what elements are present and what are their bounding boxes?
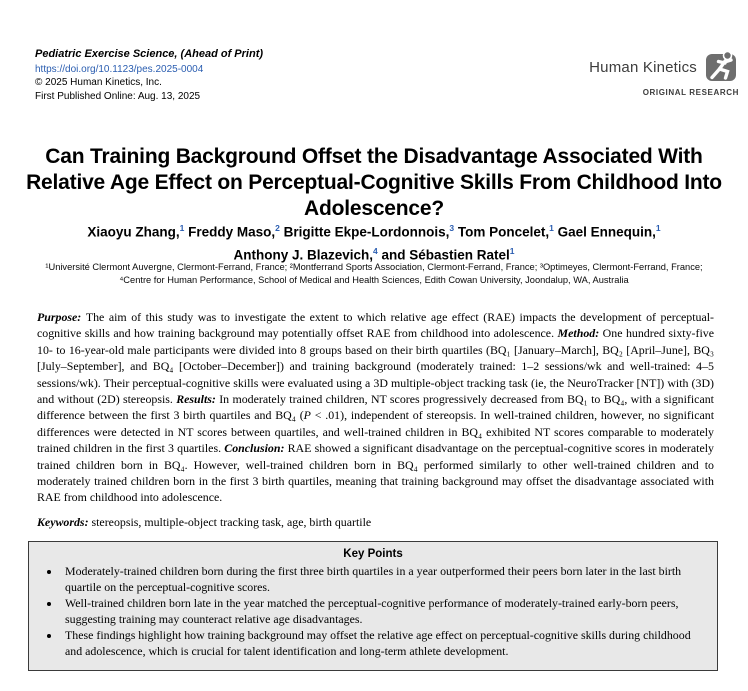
key-points-title: Key Points [343, 548, 403, 560]
paper-title: Can Training Background Offset the Disadvantage Associated With Relative Age Effect on Perceptual-Cognitive Skills From Childhood Into Adolescence? [26, 145, 722, 221]
copyright-line: © 2025 Human Kinetics, Inc. [35, 77, 162, 88]
author-list [25, 219, 723, 264]
affiliations [8, 261, 740, 286]
publisher-row [589, 48, 740, 86]
key-points-list [41, 564, 705, 660]
masthead [35, 48, 740, 103]
abstract-paragraph: Purpose: The aim of this study was to investigate the extent to which relative age effect (RAE) impacts the development of perceptual-cognitive skills and how training background may potentially offset RAE from childhood into adolescence. Method: One hundred sixty-five 10- to 16-year-old male participants were divided into 8 groups based on their birth quartiles (BQ₁ [January–March], BQ₂ [April–June], BQ₃ [July–September], and BQ₄ [October–December]) and training background (moderately trained: 1–2 sessions/wk and well-trained: 4–5 sessions/wk). Their perceptual-cognitive skills were evaluated using a 3D multiple-object tracking task (ie, the NeuroTracker [NT]) with (3D) and without (2D) stereopsis. Results: In moderately trained children, NT scores progressively decreased from BQ₁ to BQ₄, with a significant difference between the first 3 birth quartiles and BQ₄ (P < .01), independent of stereopsis. In well-trained children, however, no significant differences were detected in NT scores between quartiles, and well-trained children in BQ₄ exhibited NT scores comparable to moderately trained children in the first 3 quartiles. Conclusion: RAE showed a significant disadvantage on the perceptual-cognitive scores in moderately trained children born in BQ₄. However, well-trained children born in BQ₄ performed similarly to other well-trained children and to moderately trained children born in the first 3 birth quartiles, meaning that training background may offset the disadvantage associated with RAE from childhood into adolescence. [37, 309, 715, 505]
doi-link[interactable]: https://doi.org/10.1123/pes.2025-0004 [35, 63, 204, 75]
key-point-item: • Well-trained children born late in the year matched the perceptual-cognitive performance of moderately-trained early-born peers, suggesting training may counteract relative age disadvantages. [61, 596, 705, 627]
affiliation-line-1: ¹Université Clermont Auvergne, Clermont-Ferrand, France; ²Montferrand Sports Association, Clermont-Ferrand, France; ³Optimeyes, Clermont-Ferrand, France; [45, 262, 703, 272]
publisher-brand [589, 48, 740, 97]
article-type-badge: ORIGINAL RESEARCH [642, 88, 739, 97]
key-points-box [28, 541, 718, 671]
key-point-item: • These findings highlight how training background may offset the relative age effect on perceptual-cognitive skills during childhood and adolescence, which is crucial for talent identification and long-term athlete development. [61, 628, 705, 659]
doi-line [35, 63, 263, 77]
published-line: First Published Online: Aug. 13, 2025 [35, 90, 201, 102]
key-point-item: • Moderately-trained children born during the first three birth quartiles in a year outperformed their peers born later in the last birth quartile on the perceptual-cognitive scores. [61, 564, 705, 595]
affiliation-line-2: ⁴Centre for Human Performance, School of Medical and Health Sciences, Edith Cowan University, Joondalup, WA, Australia [119, 274, 629, 285]
authors-line-2: Anthony J. Blazevich,$^4$ and Sébastien Ratel$^1$ [233, 245, 515, 262]
publisher-name: Human Kinetics [589, 58, 697, 76]
keywords-line: Keywords: stereopsis, multiple-object tracking task, age, birth quartile [37, 514, 372, 529]
human-kinetics-runner-icon [704, 48, 740, 86]
journal-title: Pediatric Exercise Science, (Ahead of Print) [35, 48, 264, 60]
authors-line-1: Xiaoyu Zhang,$^1$ Freddy Maso,$^2$ Brigitte Ekpe-Lordonnois,$^3$ Tom Poncelet,$^1$ Gael Ennequin,$^1$ [87, 223, 661, 240]
publication-info [35, 48, 263, 103]
